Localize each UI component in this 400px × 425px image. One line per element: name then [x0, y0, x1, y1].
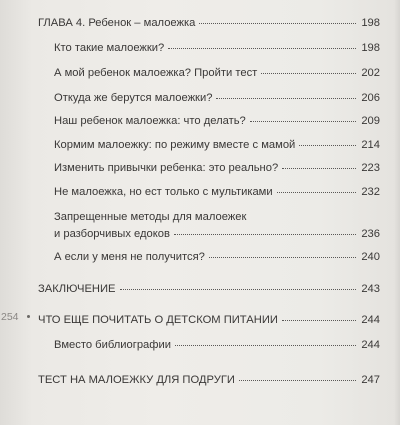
toc-conclusion-entry [38, 282, 380, 296]
toc-entry-title: Вместо библиографии [54, 339, 171, 351]
toc-page-number: 223 [361, 162, 380, 174]
toc-entry-title: Не малоежка, но ест только с мультиками [54, 186, 273, 198]
toc-page-number: 209 [361, 115, 380, 127]
toc-section-title: ЗАКЛЮЧЕНИЕ [38, 283, 116, 295]
dot-leader [261, 73, 356, 74]
toc-entry-title: Изменить привычки ребенка: это реально? [54, 162, 279, 174]
toc-page-number: 198 [361, 42, 380, 54]
toc-page-number: 232 [361, 186, 380, 198]
toc-entry [54, 250, 380, 264]
dot-leader [209, 257, 356, 258]
toc-entry-title: Откуда же берутся малоежки? [54, 92, 213, 104]
page-edge-shadow [394, 0, 400, 425]
toc-chapter-title: ГЛАВА 4. Ребенок – малоежка [38, 17, 196, 29]
dot-leader [216, 98, 356, 99]
toc-entry-title: А если у меня не получится? [54, 251, 205, 263]
folio-bullet [27, 315, 30, 318]
dot-leader [175, 345, 356, 346]
toc-page-number: 247 [361, 374, 380, 386]
dot-leader [239, 380, 356, 381]
toc-entry-title: Кормим малоежку: по режиму вместе с мамой [54, 139, 296, 151]
dot-leader [282, 320, 356, 321]
toc-page-number: 240 [361, 251, 380, 263]
toc-entry-title-continued: и разборчивых едоков [54, 228, 170, 240]
toc-chapter-entry [38, 16, 380, 30]
toc-page-number: 214 [361, 139, 380, 151]
dot-leader [282, 168, 356, 169]
toc-entry [54, 41, 380, 55]
toc-page-number: 244 [361, 339, 380, 351]
dot-leader [174, 234, 356, 235]
toc-entry [54, 227, 380, 241]
toc-reading-entry [38, 313, 380, 327]
toc-entry [54, 114, 380, 128]
dot-leader [277, 192, 356, 193]
page-folio: 254 [1, 311, 19, 323]
toc-page-number: 206 [361, 92, 380, 104]
toc-entry [54, 66, 380, 80]
toc-entry-line1 [54, 210, 380, 224]
toc-page-number: 236 [361, 228, 380, 240]
toc-test-entry [38, 373, 380, 387]
toc-section-title: ЧТО ЕЩЕ ПОЧИТАТЬ О ДЕТСКОМ ПИТАНИИ [38, 314, 278, 326]
dot-leader [199, 23, 356, 24]
toc-page-number: 244 [361, 314, 380, 326]
toc-section-title: ТЕСТ НА МАЛОЕЖКУ ДЛЯ ПОДРУГИ [38, 374, 235, 386]
toc-entry [54, 161, 380, 175]
toc-page-number: 202 [361, 67, 380, 79]
toc-entry [54, 185, 380, 199]
dot-leader [299, 145, 356, 146]
toc-entry [54, 91, 380, 105]
toc-entry [54, 338, 380, 352]
dot-leader [250, 121, 356, 122]
toc-entry-title: А мой ребенок малоежка? Пройти тест [54, 67, 258, 79]
toc-entry-title: Кто такие малоежки? [54, 42, 165, 54]
toc-entry-title: Наш ребенок малоежка: что делать? [54, 115, 246, 127]
dot-leader [120, 289, 356, 290]
toc-page-number: 243 [361, 283, 380, 295]
toc-entry [54, 138, 380, 152]
toc-entry-title: Запрещенные методы для малоежек [54, 211, 247, 223]
toc-page-number: 198 [361, 17, 380, 29]
dot-leader [168, 48, 356, 49]
